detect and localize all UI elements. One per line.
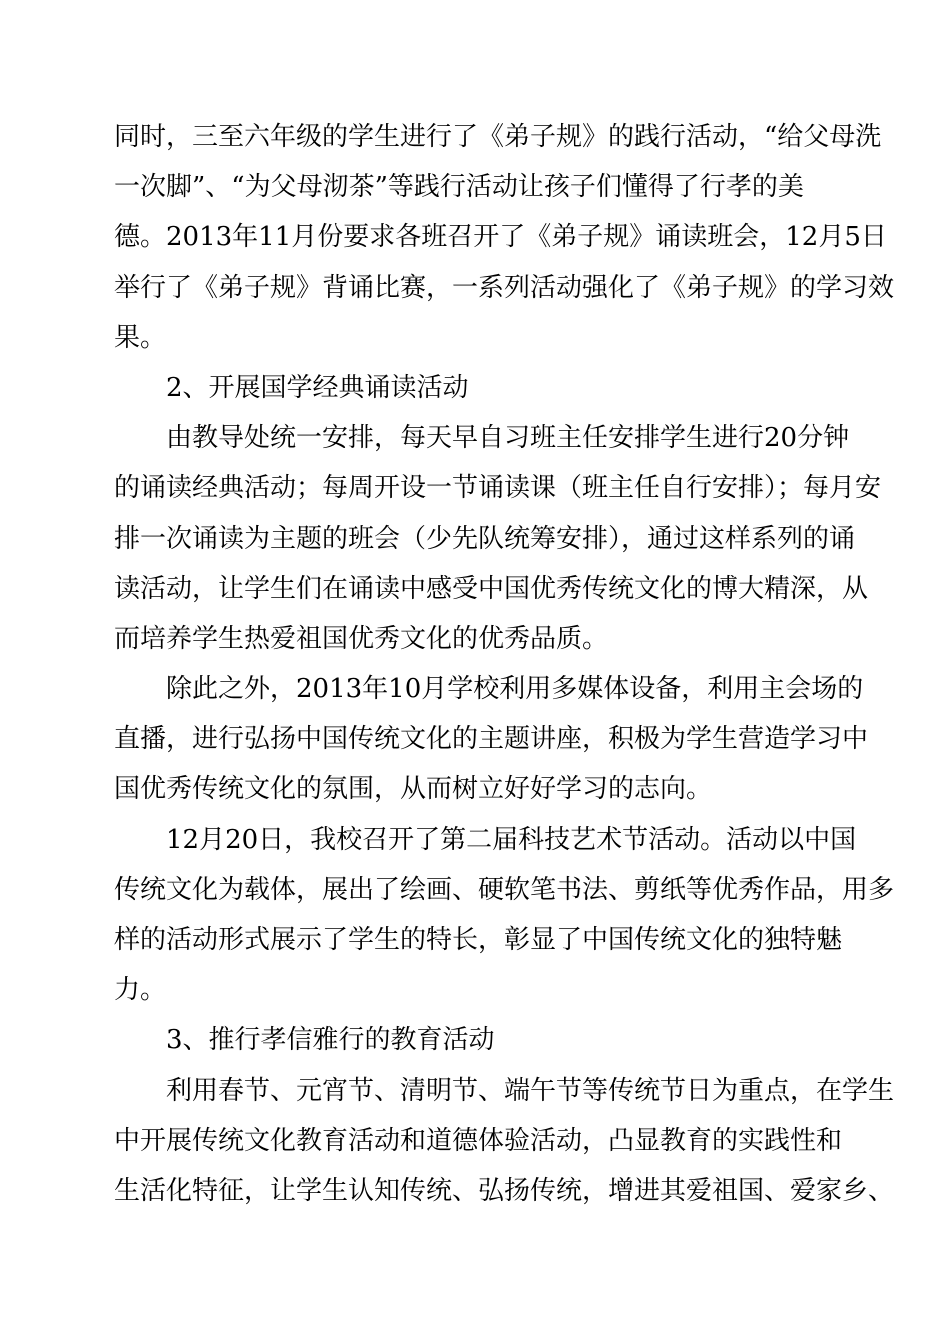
paragraph-line: 排一次诵读为主题的班会（少先队统筹安排），通过这样系列的诵 xyxy=(114,523,856,554)
paragraph-line: 同时，三至六年级的学生进行了《弟子规》的践行活动，“给父母洗 xyxy=(114,122,882,152)
paragraph-line: 一次脚”、“为父母沏茶”等践行活动让孩子们懂得了行孝的美 xyxy=(114,172,804,203)
paragraph-line: 直播，进行弘扬中国传统文化的主题讲座，积极为学生营造学习中 xyxy=(114,724,869,755)
paragraph-line: 读活动，让学生们在诵读中感受中国优秀传统文化的博大精深，从 xyxy=(114,573,869,604)
paragraph-line: 的诵读经典活动；每周开设一节诵读课（班主任自行安排）；每月安 xyxy=(114,473,882,504)
paragraph-line: 中开展传统文化教育活动和道德体验活动，凸显教育的实践性和 xyxy=(114,1125,843,1156)
paragraph-line: 而培养学生热爱祖国优秀文化的优秀品质。 xyxy=(114,623,609,654)
section-heading: 2、开展国学经典诵读活动 xyxy=(166,372,469,403)
paragraph-line: 样的活动形式展示了学生的特长，彰显了中国传统文化的独特魅 xyxy=(114,925,843,955)
paragraph-first-line: 除此之外，2013年10月学校利用多媒体设备，利用主会场的 xyxy=(166,674,864,705)
section-heading: 3、推行孝信雅行的教育活动 xyxy=(166,1025,495,1056)
paragraph-line: 力。 xyxy=(114,975,167,1006)
paragraph-line: 举行了《弟子规》背诵比赛，一系列活动强化了《弟子规》的学习效 xyxy=(114,272,895,303)
paragraph-line: 生活化特征，让学生认知传统、弘扬传统，增进其爱祖国、爱家乡、 xyxy=(114,1175,895,1206)
paragraph-first-line: 12月20日，我校召开了第二届科技艺术节活动。活动以中国 xyxy=(166,824,857,855)
paragraph-line: 德。2013年11月份要求各班召开了《弟子规》诵读班会，12月5日 xyxy=(114,222,887,253)
document-body xyxy=(114,112,895,1216)
paragraph-first-line: 利用春节、元宵节、清明节、端午节等传统节日为重点，在学生 xyxy=(166,1075,895,1106)
paragraph-line: 国优秀传统文化的氛围，从而树立好好学习的志向。 xyxy=(114,774,713,805)
paragraph-line: 传统文化为载体，展出了绘画、硬软笔书法、剪纸等优秀作品，用多 xyxy=(114,874,895,905)
paragraph-first-line: 由教导处统一安排，每天早自习班主任安排学生进行20分钟 xyxy=(166,423,850,454)
paragraph-line: 果。 xyxy=(114,322,167,353)
